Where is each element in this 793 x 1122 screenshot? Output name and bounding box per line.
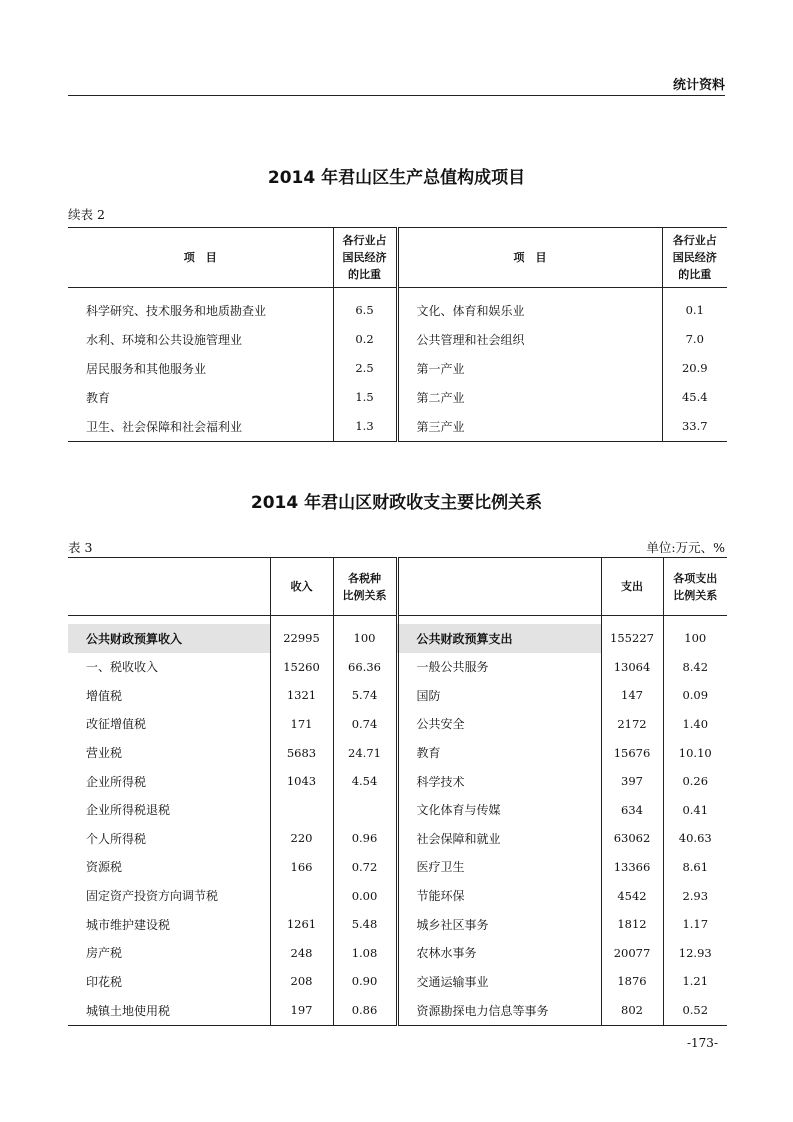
table3-col-expense: 支出: [601, 558, 663, 616]
table-row: 公共财政预算收入 22995 100 公共财政预算支出 155227 100: [68, 624, 727, 653]
table2-col-ratio-right: 各行业占 国民经济 的比重: [672, 234, 717, 281]
table-row: 营业税 5683 24.71 教育 15676 10.10: [68, 738, 727, 767]
table-row: 水利、环境和公共设施管理业 0.2 公共管理和社会组织 7.0: [68, 325, 727, 354]
table-row: 资源税 166 0.72 医疗卫生 13366 8.61: [68, 853, 727, 882]
table2-label: 续表 2: [68, 207, 105, 222]
section-header: 统计资料: [672, 78, 725, 93]
table-row: 一、税收收入 15260 66.36 一般公共服务 13064 8.42: [68, 653, 727, 682]
table-row: 房产税 248 1.08 农林水事务 20077 12.93: [68, 938, 727, 967]
table-row: 科学研究、技术服务和地质勘查业 6.5 文化、体育和娱乐业 0.1: [68, 296, 727, 325]
page-number: -173-: [686, 1036, 718, 1050]
table3-col-income: 收入: [270, 558, 333, 616]
header-rule: [68, 95, 725, 96]
table2-title: 2014 年君山区生产总值构成项目: [267, 168, 526, 188]
table-row: 改征增值税 171 0.74 公共安全 2172 1.40: [68, 710, 727, 739]
table-row: 居民服务和其他服务业 2.5 第一产业 20.9: [68, 354, 727, 383]
table-row: 印花税 208 0.90 交通运输事业 1876 1.21: [68, 967, 727, 996]
table3-col-income-ratio: 各税种 比例关系: [333, 558, 397, 616]
table3-col-blank-left: [68, 558, 270, 616]
table-row: 城镇土地使用税 197 0.86 资源勘探电力信息等事务 802 0.52: [68, 996, 727, 1026]
table3-title: 2014 年君山区财政收支主要比例关系: [250, 493, 543, 513]
table-row: 个人所得税 220 0.96 社会保障和就业 63062 40.63: [68, 824, 727, 853]
table-row: 卫生、社会保障和社会福利业 1.3 第三产业 33.7: [68, 412, 727, 442]
table2-col-item-left: 项 目: [68, 228, 333, 288]
table2-col-item-right: 项 目: [397, 228, 662, 288]
table2-col-ratio-left: 各行业占 国民经济 的比重: [333, 228, 397, 288]
table-row: 企业所得税 1043 4.54 科学技术 397 0.26: [68, 767, 727, 796]
table-row: 城市维护建设税 1261 5.48 城乡社区事务 1812 1.17: [68, 910, 727, 939]
table3-label: 表 3: [68, 540, 93, 555]
table3-col-blank-right: [397, 558, 601, 616]
table3: [68, 557, 727, 1026]
table-row: 增值税 1321 5.74 国防 147 0.09: [68, 681, 727, 710]
table-row: 教育 1.5 第二产业 45.4: [68, 383, 727, 412]
table-row: 企业所得税退税 文化体育与传媒 634 0.41: [68, 795, 727, 824]
table3-unit: 单位:万元、%: [646, 540, 725, 555]
table-row: 固定资产投资方向调节税 0.00 节能环保 4542 2.93: [68, 881, 727, 910]
table3-col-expense-ratio: 各项支出 比例关系: [673, 571, 718, 602]
table2: [68, 227, 727, 442]
